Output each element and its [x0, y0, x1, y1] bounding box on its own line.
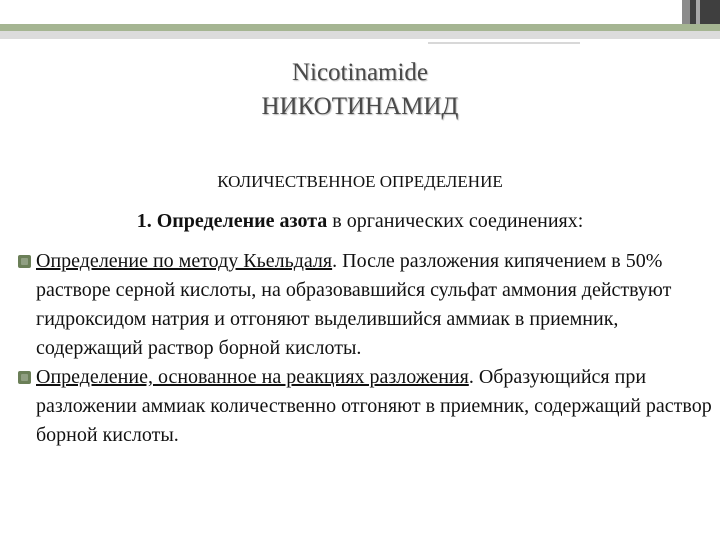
list-item: [18, 363, 714, 450]
bullet-text: . После разложения кипячением в 50% растворе серной кислоты, на образовавшийся сульфат аммония действуют гидроксидом натрия и отгоняют выделившийся аммиак в приемник, содержащий раствор борной кислоты.: [36, 250, 672, 359]
corner-accent-dark: [690, 0, 720, 24]
header-rule: [428, 42, 580, 44]
section-heading: КОЛИЧЕСТВЕННОЕ ОПРЕДЕЛЕНИЕ: [217, 172, 503, 191]
bullet-link: Определение по методу Кьельдаля: [36, 250, 333, 272]
corner-accent-mid: [682, 0, 690, 24]
bullet-text: . Образующийся при разложении аммиак количественно отгоняют в приемник, содержащий раствор борной кислоты.: [36, 366, 712, 446]
square-bullet-icon: [18, 255, 31, 268]
top-grey-band: [0, 31, 720, 39]
square-bullet-icon: [18, 371, 31, 384]
bullet-link: Определение, основанное на реакциях разложения: [36, 366, 469, 388]
bullet-list: [18, 247, 714, 450]
top-green-band: [0, 24, 720, 31]
subheading: [0, 210, 720, 233]
list-item: [18, 247, 714, 363]
subheading-rest: в органических соединениях:: [327, 210, 584, 232]
corner-accent-light: [696, 0, 700, 24]
slide-title: [0, 56, 720, 124]
subheading-bold: 1. Определение азота: [136, 210, 328, 232]
title-latin: Nicotinamide: [291, 59, 429, 86]
title-russian: НИКОТИНАМИД: [261, 93, 459, 120]
